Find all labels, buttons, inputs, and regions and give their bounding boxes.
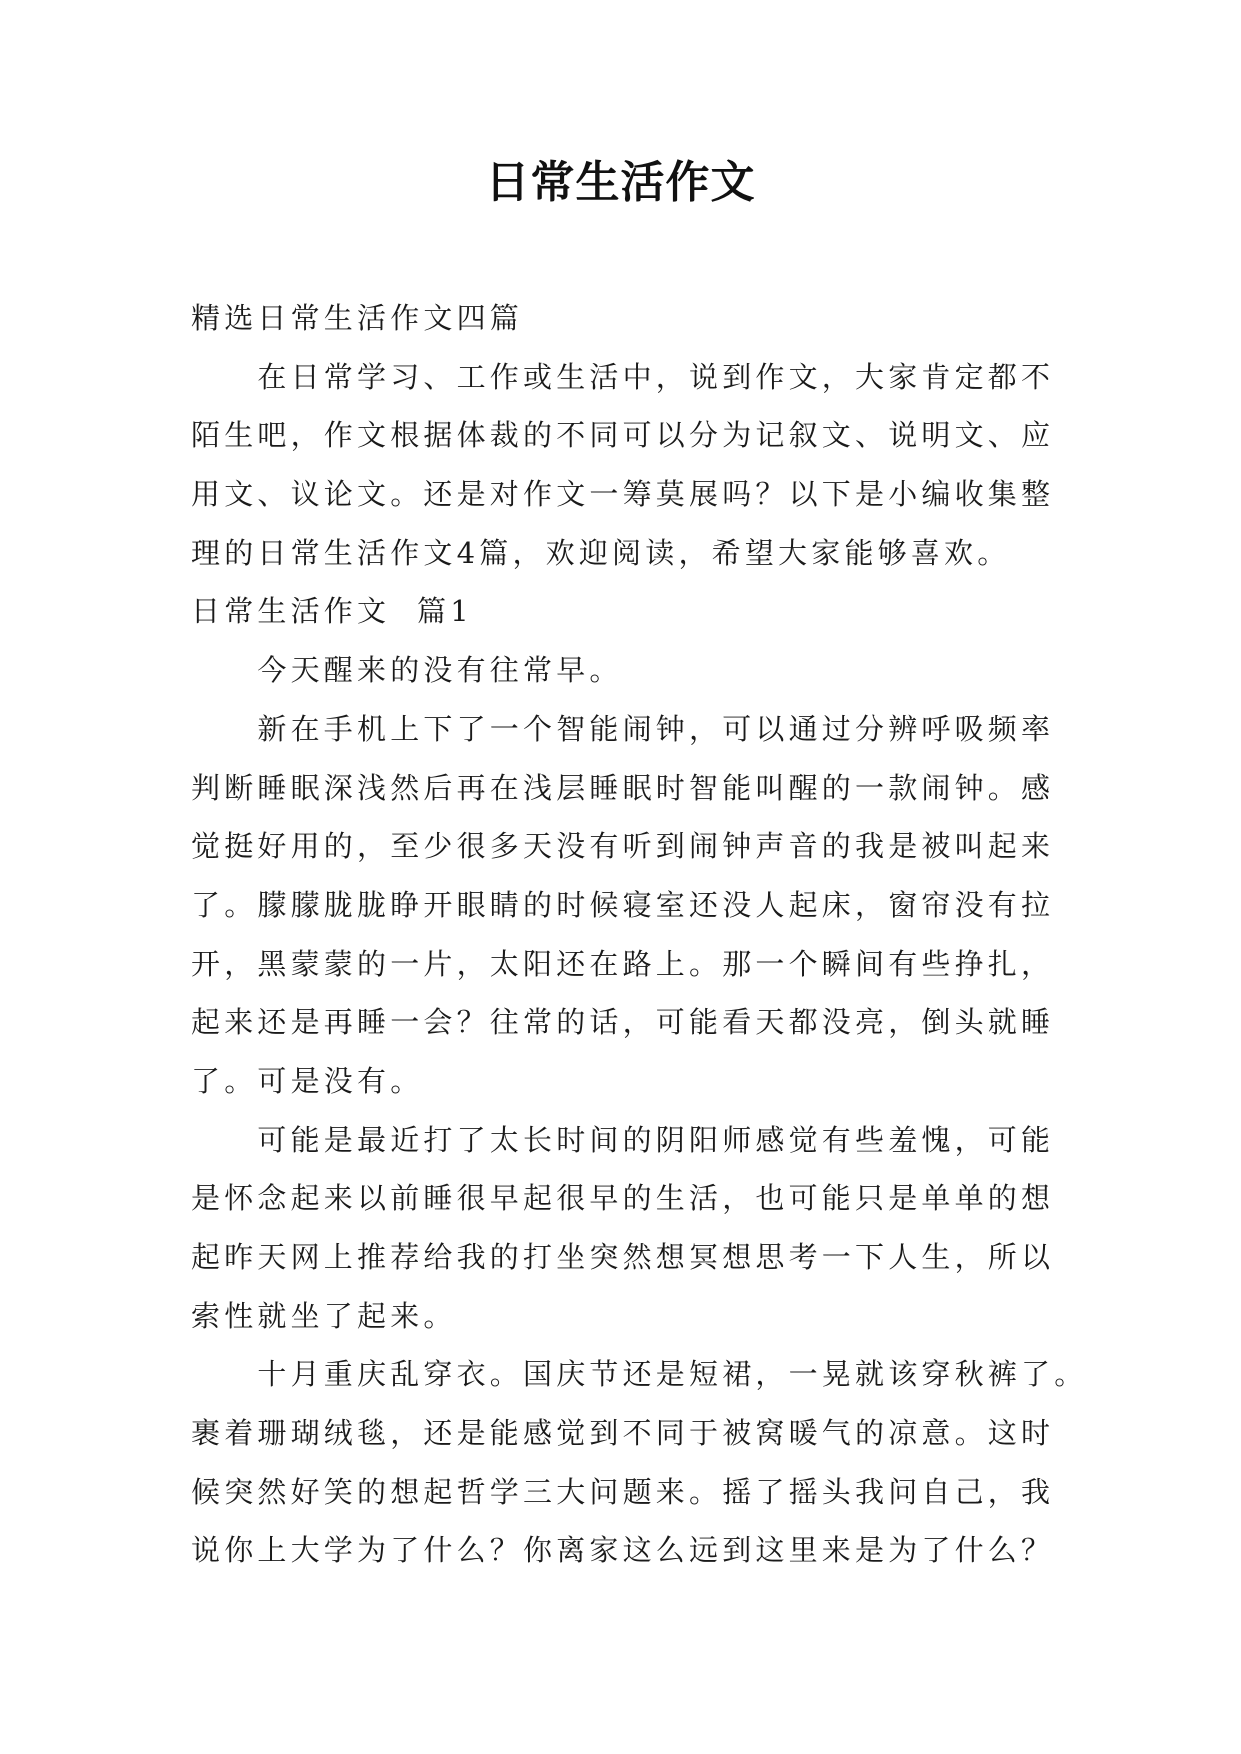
paragraph-line: 了。朦朦胧胧睁开眼睛的时候寝室还没人起床，窗帘没有拉 bbox=[191, 887, 1055, 922]
paragraph-line: 候突然好笑的想起哲学三大问题来。摇了摇头我问自己，我 bbox=[191, 1474, 1055, 1509]
paragraph-line: 用文、议论文。还是对作文一筹莫展吗？以下是小编收集整 bbox=[191, 477, 1055, 512]
paragraph-line: 裹着珊瑚绒毯，还是能感觉到不同于被窝暖气的凉意。这时 bbox=[191, 1416, 1055, 1451]
paragraph-line: 判断睡眠深浅然后再在浅层睡眠时智能叫醒的一款闹钟。感 bbox=[191, 770, 1055, 805]
paragraph-line: 起昨天网上推荐给我的打坐突然想冥想思考一下人生，所以 bbox=[191, 1240, 1055, 1274]
paragraph-line: 起来还是再睡一会？往常的话，可能看天都没亮，倒头就睡 bbox=[191, 1005, 1055, 1040]
paragraph-line: 可能是最近打了太长时间的阴阳师感觉有些羞愧，可能 bbox=[257, 1122, 1055, 1157]
paragraph-line: 陌生吧，作文根据体裁的不同可以分为记叙文、说明文、应 bbox=[191, 418, 1055, 453]
paragraph-line: 了。可是没有。 bbox=[191, 1063, 424, 1098]
document-subtitle: 精选日常生活作文四篇 bbox=[191, 301, 524, 335]
essay-paragraph bbox=[191, 1345, 1091, 1580]
paragraph-line: 今天醒来的没有往常早。 bbox=[257, 653, 623, 688]
essay-paragraph bbox=[191, 700, 1091, 1111]
paragraph-line: 新在手机上下了一个智能闹钟，可以通过分辨呼吸频率 bbox=[257, 711, 1055, 746]
essay-paragraph bbox=[191, 1111, 1091, 1346]
paragraph-line: 十月重庆乱穿衣。国庆节还是短裙，一晃就该穿秋裤了。 bbox=[257, 1357, 1088, 1392]
paragraph-line: 索性就坐了起来。 bbox=[191, 1298, 457, 1333]
section-heading: 日常生活作文 篇1 bbox=[191, 594, 473, 629]
paragraph-line: 理的日常生活作文4篇，欢迎阅读，希望大家能够喜欢。 bbox=[191, 535, 1011, 570]
essay-paragraph bbox=[191, 641, 1091, 700]
paragraph-line: 是怀念起来以前睡很早起很早的生活，也可能只是单单的想 bbox=[191, 1181, 1055, 1216]
paragraph-line: 说你上大学为了什么？你离家这么远到这里来是为了什么？ bbox=[191, 1533, 1055, 1568]
paragraph-line: 开，黑蒙蒙的一片，太阳还在路上。那一个瞬间有些挣扎， bbox=[191, 946, 1055, 981]
paragraph-line: 觉挺好用的，至少很多天没有听到闹钟声音的我是被叫起来 bbox=[191, 829, 1055, 864]
document-body bbox=[191, 289, 1091, 1580]
intro-paragraph bbox=[191, 348, 1091, 583]
paragraph-line: 在日常学习、工作或生活中，说到作文，大家肯定都不 bbox=[257, 359, 1055, 394]
document-title: 日常生活作文 bbox=[485, 157, 756, 208]
